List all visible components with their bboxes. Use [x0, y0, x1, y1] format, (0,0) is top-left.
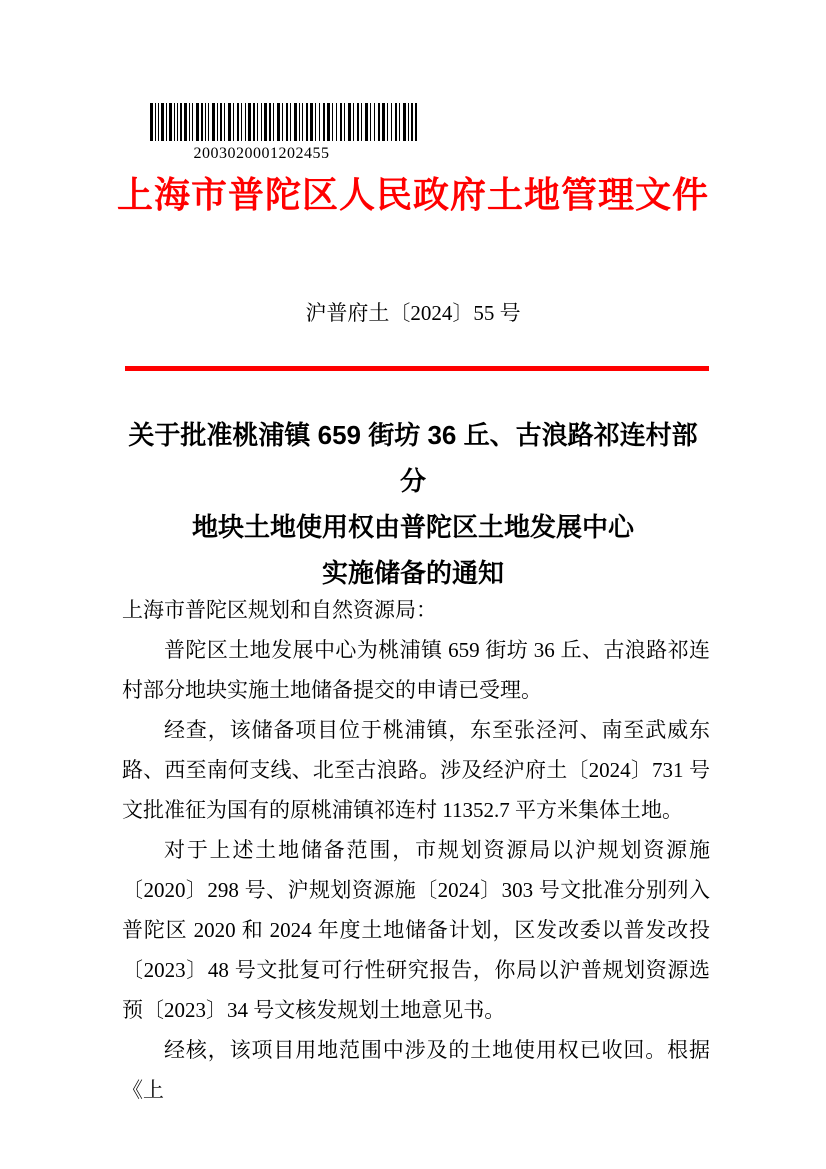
document-masthead: 上海市普陀区人民政府土地管理文件 — [116, 175, 709, 215]
document-body — [122, 590, 710, 1110]
barcode-number: 2003020001202455 — [193, 145, 330, 162]
body-paragraph-3: 对于上述土地储备范围，市规划资源局以沪规划资源施〔2020〕298 号、沪规划资源施〔2024〕303 号文批准分别列入普陀区 2020 和 2024 年度土地储备计划，区发改委以普发改投〔2023〕48 号文批复可行性研究报告，你局以沪普规划资源选预〔2023〕34 号文核发规划土地意见书。 — [122, 838, 710, 1022]
body-paragraph-2: 经查，该储备项目位于桃浦镇，东至张泾河、南至武威东路、西至南何支线、北至古浪路。涉及经沪府土〔2024〕731 号文批准征为国有的原桃浦镇祁连村 11352.7 平方米集体土地。 — [122, 718, 710, 822]
red-divider-line — [125, 366, 709, 371]
salutation: 上海市普陀区规划和自然资源局： — [122, 598, 437, 622]
notice-title-line-1: 关于批准桃浦镇 659 街坊 36 丘、古浪路祁连村部分 — [128, 420, 698, 496]
notice-title-line-2: 地块土地使用权由普陀区土地发展中心 — [191, 512, 634, 542]
document-number: 沪普府土〔2024〕55 号 — [305, 301, 521, 325]
barcode-image — [150, 103, 417, 141]
notice-title — [119, 412, 707, 596]
notice-title-line-3: 实施储备的通知 — [321, 558, 504, 588]
body-paragraph-1: 普陀区土地发展中心为桃浦镇 659 街坊 36 丘、古浪路祁连村部分地块实施土地储备提交的申请已受理。 — [122, 638, 710, 702]
barcode-block — [150, 103, 417, 163]
body-paragraph-4: 经核，该项目用地范围中涉及的土地使用权已收回。根据《上 — [122, 1038, 710, 1102]
